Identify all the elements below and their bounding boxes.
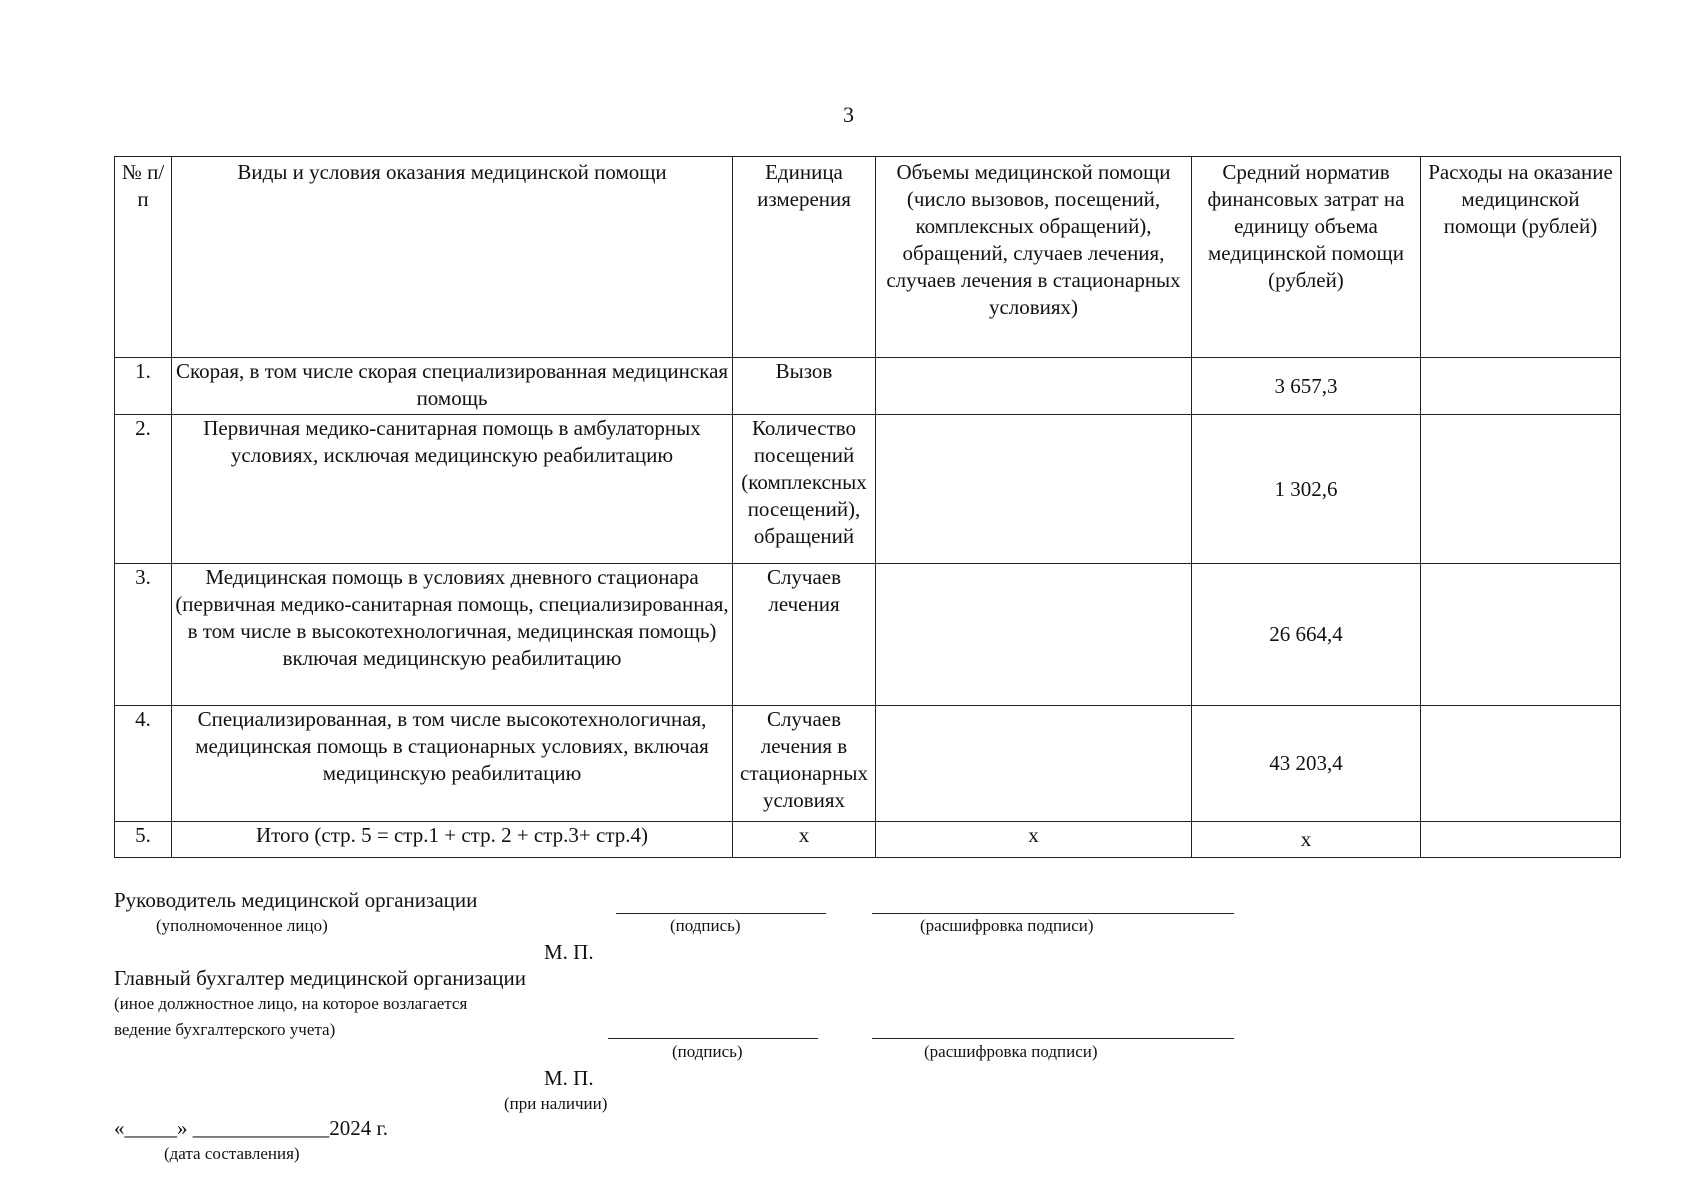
stamp-mark: М. П. [544, 940, 594, 964]
head-title: Руководитель медицинской организации [114, 888, 478, 912]
date-caption: (дата составления) [164, 1144, 300, 1163]
row-type: Итого (стр. 5 = стр.1 + стр. 2 + стр.3+ стр.4) [172, 822, 733, 858]
head-signature-line [616, 913, 826, 914]
accountant-signature-caption: (подпись) [672, 1042, 743, 1061]
row-unit: x [733, 822, 876, 858]
row-cost [1421, 706, 1621, 822]
date-line: «_____» _____________2024 г. [114, 1116, 388, 1140]
row-norm: 26 664,4 [1192, 564, 1421, 706]
accountant-decode-caption: (расшифровка подписи) [924, 1042, 1098, 1061]
row-unit: Случаев лечения в стационарных условиях [733, 706, 876, 822]
header-unit: Единица измерения [733, 157, 876, 358]
row-volume [876, 564, 1192, 706]
row-num: 1. [115, 358, 172, 415]
row-num: 4. [115, 706, 172, 822]
table-row [115, 358, 1621, 415]
row-unit: Количество посещений (комплексных посещений), обращений [733, 415, 876, 564]
table-row-total [115, 822, 1621, 858]
row-cost [1421, 358, 1621, 415]
row-cost [1421, 564, 1621, 706]
accountant-signature-line [608, 1038, 818, 1039]
row-norm: 1 302,6 [1192, 415, 1421, 564]
row-cost [1421, 822, 1621, 858]
cost-table [114, 156, 1621, 858]
row-type: Первичная медико-санитарная помощь в амбулаторных условиях, исключая медицинскую реабилитацию [172, 415, 733, 564]
table-row [115, 415, 1621, 564]
accountant-sub-2: ведение бухгалтерского учета) [114, 1020, 336, 1039]
accountant-title: Главный бухгалтер медицинской организации [114, 966, 527, 990]
row-num: 2. [115, 415, 172, 564]
header-volume: Объемы медицинской помощи (число вызовов, посещений, комплексных обращений), обращений, случаев лечения, случаев лечения в стационарных условиях) [876, 157, 1192, 358]
row-type: Медицинская помощь в условиях дневного стационара (первичная медико-санитарная помощь, специализированная, в том числе в высокотехнологичная, медицинская помощь) включая медицинскую реабилитацию [172, 564, 733, 706]
row-norm: 3 657,3 [1192, 358, 1421, 415]
row-volume: x [876, 822, 1192, 858]
head-decode-line [872, 913, 1234, 914]
header-cost: Расходы на оказание медицинской помощи (рублей) [1421, 157, 1621, 358]
row-unit: Случаев лечения [733, 564, 876, 706]
row-type: Специализированная, в том числе высокотехнологичная, медицинская помощь в стационарных условиях, включая медицинскую реабилитацию [172, 706, 733, 822]
head-sub: (уполномоченное лицо) [156, 916, 328, 935]
row-unit: Вызов [733, 358, 876, 415]
row-num: 5. [115, 822, 172, 858]
row-volume [876, 415, 1192, 564]
row-volume [876, 358, 1192, 415]
row-cost [1421, 415, 1621, 564]
header-row [115, 157, 1621, 358]
header-type: Виды и условия оказания медицинской помощи [172, 157, 733, 358]
header-norm: Средний норматив финансовых затрат на единицу объема медицинской помощи (рублей) [1192, 157, 1421, 358]
accountant-sub-1: (иное должностное лицо, на которое возлагается [114, 994, 468, 1013]
row-norm: x [1192, 822, 1421, 858]
page-number: 3 [843, 102, 854, 127]
head-signature-caption: (подпись) [670, 916, 741, 935]
row-volume [876, 706, 1192, 822]
stamp-mark-2: М. П. [544, 1066, 594, 1090]
stamp-if-any: (при наличии) [504, 1094, 608, 1113]
row-num: 3. [115, 564, 172, 706]
row-norm: 43 203,4 [1192, 706, 1421, 822]
header-num: № п/п [115, 157, 172, 358]
table-row [115, 706, 1621, 822]
table-row [115, 564, 1621, 706]
row-type: Скорая, в том числе скорая специализированная медицинская помощь [172, 358, 733, 415]
head-decode-caption: (расшифровка подписи) [920, 916, 1094, 935]
accountant-decode-line [872, 1038, 1234, 1039]
